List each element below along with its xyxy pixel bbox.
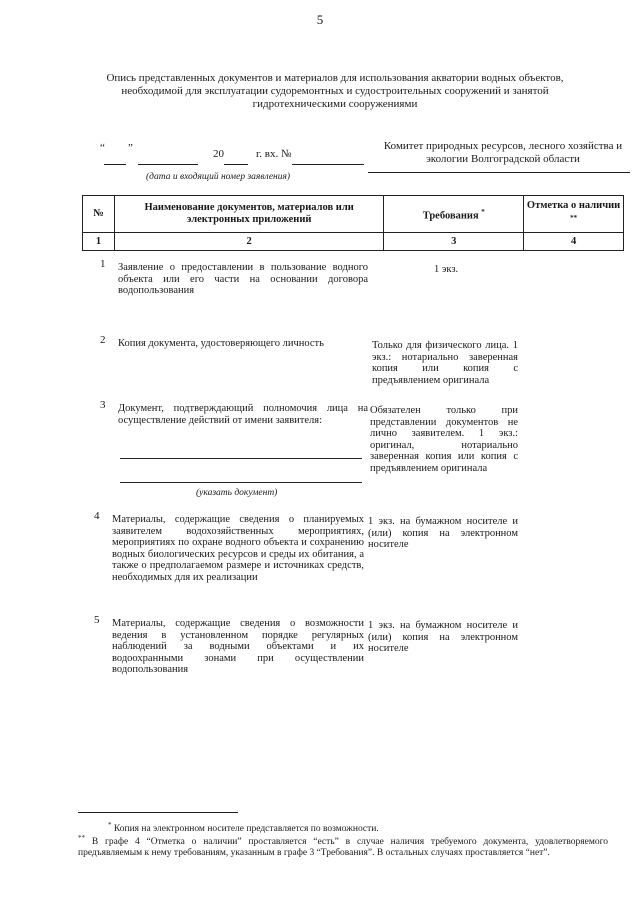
date-caption: (дата и входящий номер заявления): [146, 172, 291, 182]
column-number-4: 4: [524, 233, 624, 251]
footnote-mark-2: **: [570, 213, 578, 222]
row-1-number: 1: [100, 258, 106, 270]
footnote-mark-1: *: [481, 207, 485, 216]
document-title: Опись представленных документов и материалов для использования акватории водных объектов, необходимой для эксплуатации судоремонтных и судостроительных сооружений и занятой гидротехническими сооружениями: [106, 72, 564, 110]
row-5-number: 5: [94, 614, 100, 626]
row-5-requirement: 1 экз. на бумажном носителе и (или) копия на электронном носителе: [368, 620, 518, 655]
header-requirements: Требования *: [384, 196, 524, 233]
column-number-1: 1: [83, 233, 115, 251]
header-name: Наименование документов, материалов или электронных приложений: [114, 196, 383, 233]
incoming-number-label: г. вх. №: [256, 148, 292, 160]
row-3-requirement: Обязателен только при представлении документов не лично заявителем. 1 экз.: оригинал, нотариально заверенная копия или копия с предъявлением оригинала: [370, 405, 518, 474]
row-2-name: Копия документа, удостоверяющего личность: [118, 338, 324, 349]
year-prefix: 20: [213, 148, 224, 160]
footnote-1: * Копия на электронном носителе представляется по возможности.: [108, 821, 379, 835]
column-number-2: 2: [114, 233, 383, 251]
footnote-2-mark: **: [78, 834, 85, 842]
header-presence: Отметка о наличии **: [524, 196, 624, 233]
row-4-number: 4: [94, 510, 100, 522]
row-3-note: (указать документ): [196, 488, 278, 498]
quote-open: “: [100, 142, 105, 154]
footnote-2: ** В графе 4 “Отметка о наличии” проставляется “есть” в случае наличия требуемого документа, удовлетворяемого предъявляемым к нему требованиям, указанным в графе 3 “Требования”. В остальных случаях проставляется “нет”.: [78, 834, 608, 859]
row-2-number: 2: [100, 334, 106, 346]
footnote-separator: [78, 812, 238, 813]
header-number: №: [83, 196, 115, 233]
row-1-requirement: 1 экз.: [434, 264, 459, 275]
row-1-name: Заявление о предоставлении в пользование водного объекта или его части на основании договора водопользования: [118, 262, 368, 297]
row-5-name: Материалы, содержащие сведения о возможности ведения в установленном порядке регулярных наблюдений за водными объектами и их водоохранными зонами при осуществлении водопользования: [112, 618, 364, 676]
row-4-requirement: 1 экз. на бумажном носителе и (или) копия на электронном носителе: [368, 516, 518, 551]
documents-table-header: [82, 195, 624, 251]
row-4-name: Материалы, содержащие сведения о планируемых заявителем водохозяйственных мероприятиях, мероприятиях по охране водного объекта и сохранению водных биологических ресурсов и среды их обитания, а также о предполагаемом размере и источниках средств, необходимых для их реализации: [112, 514, 364, 583]
column-number-3: 3: [384, 233, 524, 251]
footnote-1-mark: *: [108, 821, 112, 829]
row-2-requirement: Только для физического лица. 1 экз.: нотариально заверенная копия или копия с предъявлением оригинала: [372, 340, 518, 386]
page-number: 5: [316, 12, 324, 27]
recipient: Комитет природных ресурсов, лесного хозяйства и экологии Волгоградской области: [383, 140, 623, 165]
quote-close: ”: [128, 142, 133, 154]
row-3-name: Документ, подтверждающий полномочия лица на осуществление действий от имени заявителя:: [118, 403, 368, 426]
row-3-number: 3: [100, 399, 106, 411]
